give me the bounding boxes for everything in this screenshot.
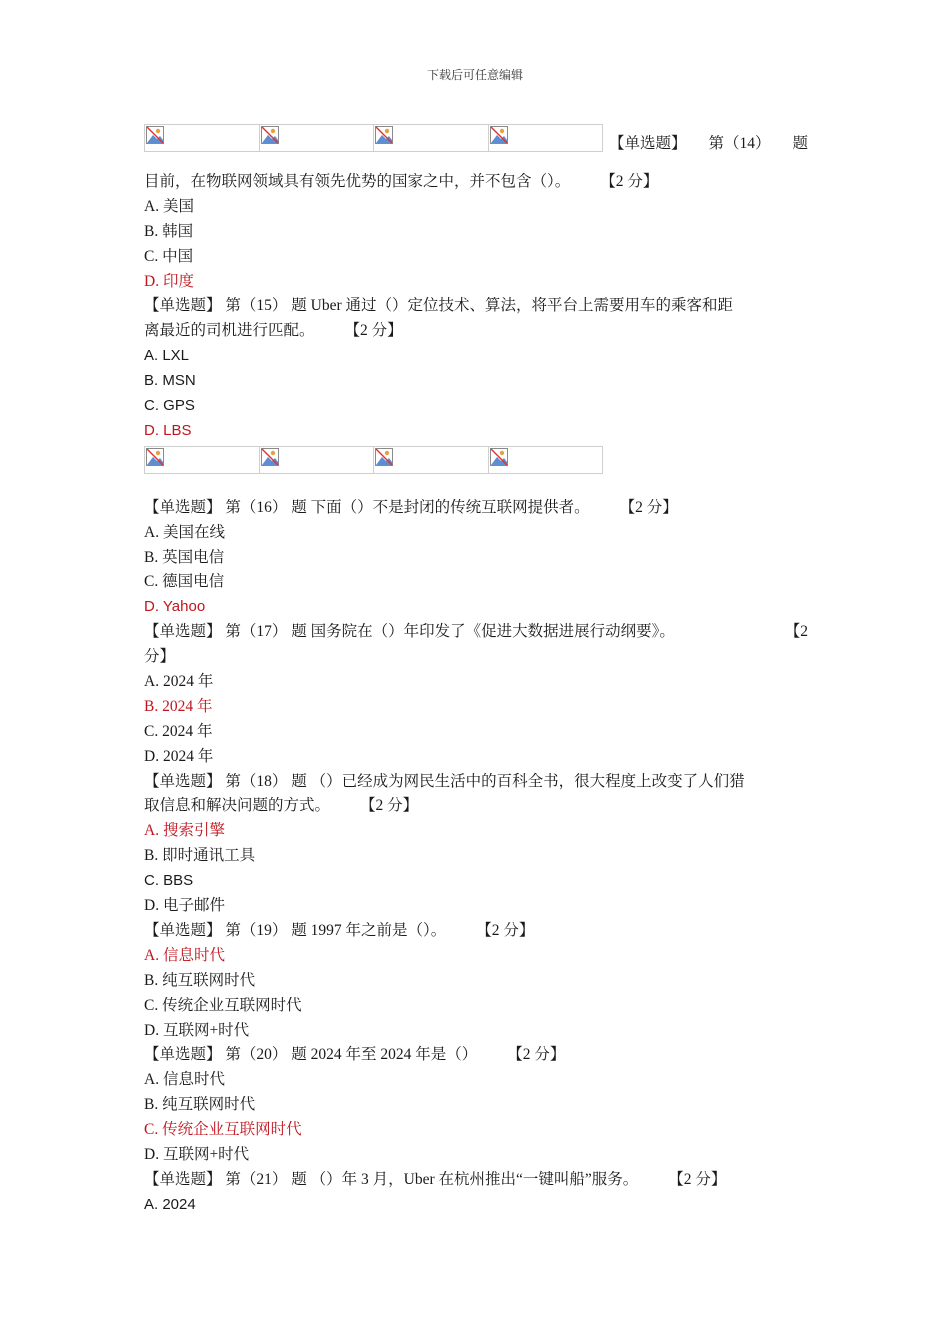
question-17-line2: 分】 xyxy=(144,648,176,666)
broken-image-row xyxy=(144,124,603,152)
broken-image-row xyxy=(144,446,603,474)
question-20-line1: 【单选题】 第（20） 题 2024 年至 2024 年是（） 【2 分】 xyxy=(144,1046,566,1064)
option-a: A. 美国在线 xyxy=(144,523,225,541)
option-b: B. 即时通讯工具 xyxy=(144,847,256,865)
broken-image-icon xyxy=(146,126,164,144)
broken-image xyxy=(144,446,259,474)
question-score: 【2 分】 xyxy=(507,1046,566,1064)
broken-image-icon xyxy=(375,126,393,144)
broken-image-icon xyxy=(146,448,164,466)
option-b: B. MSN xyxy=(144,372,196,390)
option-d: D. 2024 年 xyxy=(144,747,214,765)
question-16-line1: 【单选题】 第（16） 题 下面（）不是封闭的传统互联网提供者。 【2 分】 xyxy=(144,498,678,516)
question-tag: 【单选题】 xyxy=(609,135,687,152)
broken-image-icon xyxy=(261,126,279,144)
option-a-correct: A. 信息时代 xyxy=(144,946,225,964)
option-c: C. 德国电信 xyxy=(144,573,225,591)
question-14-text: 目前，在物联网领域具有领先优势的国家之中，并不包含（）。 【2 分】 xyxy=(144,173,659,190)
option-d-correct: D. Yahoo xyxy=(144,598,206,616)
question-ti: 题 xyxy=(792,135,808,152)
broken-image xyxy=(144,124,259,152)
option-c: C. GPS xyxy=(144,397,195,415)
document-body xyxy=(144,122,808,1218)
question-15-line2: 离最近的司机进行匹配。 【2 分】 xyxy=(144,322,403,340)
broken-image xyxy=(259,446,374,474)
broken-image xyxy=(373,446,488,474)
question-score: 【2 分】 xyxy=(668,1170,727,1188)
question-18-line2: 取信息和解决问题的方式。 【2 分】 xyxy=(144,797,419,815)
option-b-correct: B. 2024 年 xyxy=(144,697,213,715)
option-c: C. BBS xyxy=(144,872,194,890)
question-number: 第（14） xyxy=(708,135,771,152)
option-a: A. 信息时代 xyxy=(144,1071,225,1089)
question-18-line1: 【单选题】 第（18） 题 （）已经成为网民生活中的百科全书，很大程度上改变了人们猎 xyxy=(144,772,745,790)
question-score-part: 【2 xyxy=(784,623,808,641)
option-a: A. 2024 年 xyxy=(144,673,214,691)
option-d: D. 互联网+时代 xyxy=(144,1021,250,1039)
question-score: 【2 分】 xyxy=(476,921,535,939)
question-14-title xyxy=(609,132,808,157)
option-a: A. 2024 xyxy=(144,1195,196,1213)
question-score: 【2 分】 xyxy=(600,173,659,190)
question-17-line1: 【单选题】 第（17） 题 国务院在（）年印发了《促进大数据进展行动纲要》。 【2 xyxy=(144,620,808,645)
broken-image-icon xyxy=(490,448,508,466)
broken-image xyxy=(259,124,374,152)
option-c: C. 中国 xyxy=(144,247,194,265)
page-header: 下载后可任意编辑 xyxy=(426,68,523,82)
option-a: A. 美国 xyxy=(144,197,194,215)
question-19-line1: 【单选题】 第（19） 题 1997 年之前是（）。 【2 分】 xyxy=(144,921,535,939)
broken-image xyxy=(488,124,604,152)
option-d-correct: D. LBS xyxy=(144,421,192,439)
option-b: B. 纯互联网时代 xyxy=(144,1096,256,1114)
question-score: 【2 分】 xyxy=(344,322,403,340)
option-c: C. 2024 年 xyxy=(144,722,213,740)
question-score: 【2 分】 xyxy=(360,797,419,815)
option-d-correct: D. 印度 xyxy=(144,272,194,290)
question-15-line1: 【单选题】 第（15） 题 Uber 通过（）定位技术、算法，将平台上需要用车的乘客和距 xyxy=(144,297,733,315)
option-a-correct: A. 搜索引擎 xyxy=(144,822,225,840)
option-a: A. LXL xyxy=(144,347,190,365)
question-14-header xyxy=(144,122,808,156)
broken-image-icon xyxy=(490,126,508,144)
option-b: B. 韩国 xyxy=(144,222,194,240)
question-21-line1: 【单选题】 第（21） 题 （）年 3 月，Uber 在杭州推出“一键叫船”服务。 【2 分】 xyxy=(144,1170,727,1188)
broken-image xyxy=(373,124,488,152)
option-c: C. 传统企业互联网时代 xyxy=(144,996,302,1014)
option-c-correct: C. 传统企业互联网时代 xyxy=(144,1121,302,1139)
broken-image-icon xyxy=(375,448,393,466)
option-d: D. 电子邮件 xyxy=(144,897,225,915)
option-b: B. 纯互联网时代 xyxy=(144,971,256,989)
question-score: 【2 分】 xyxy=(619,498,678,516)
broken-image-icon xyxy=(261,448,279,466)
broken-image xyxy=(488,446,604,474)
option-b: B. 英国电信 xyxy=(144,548,225,566)
option-d: D. 互联网+时代 xyxy=(144,1145,250,1163)
